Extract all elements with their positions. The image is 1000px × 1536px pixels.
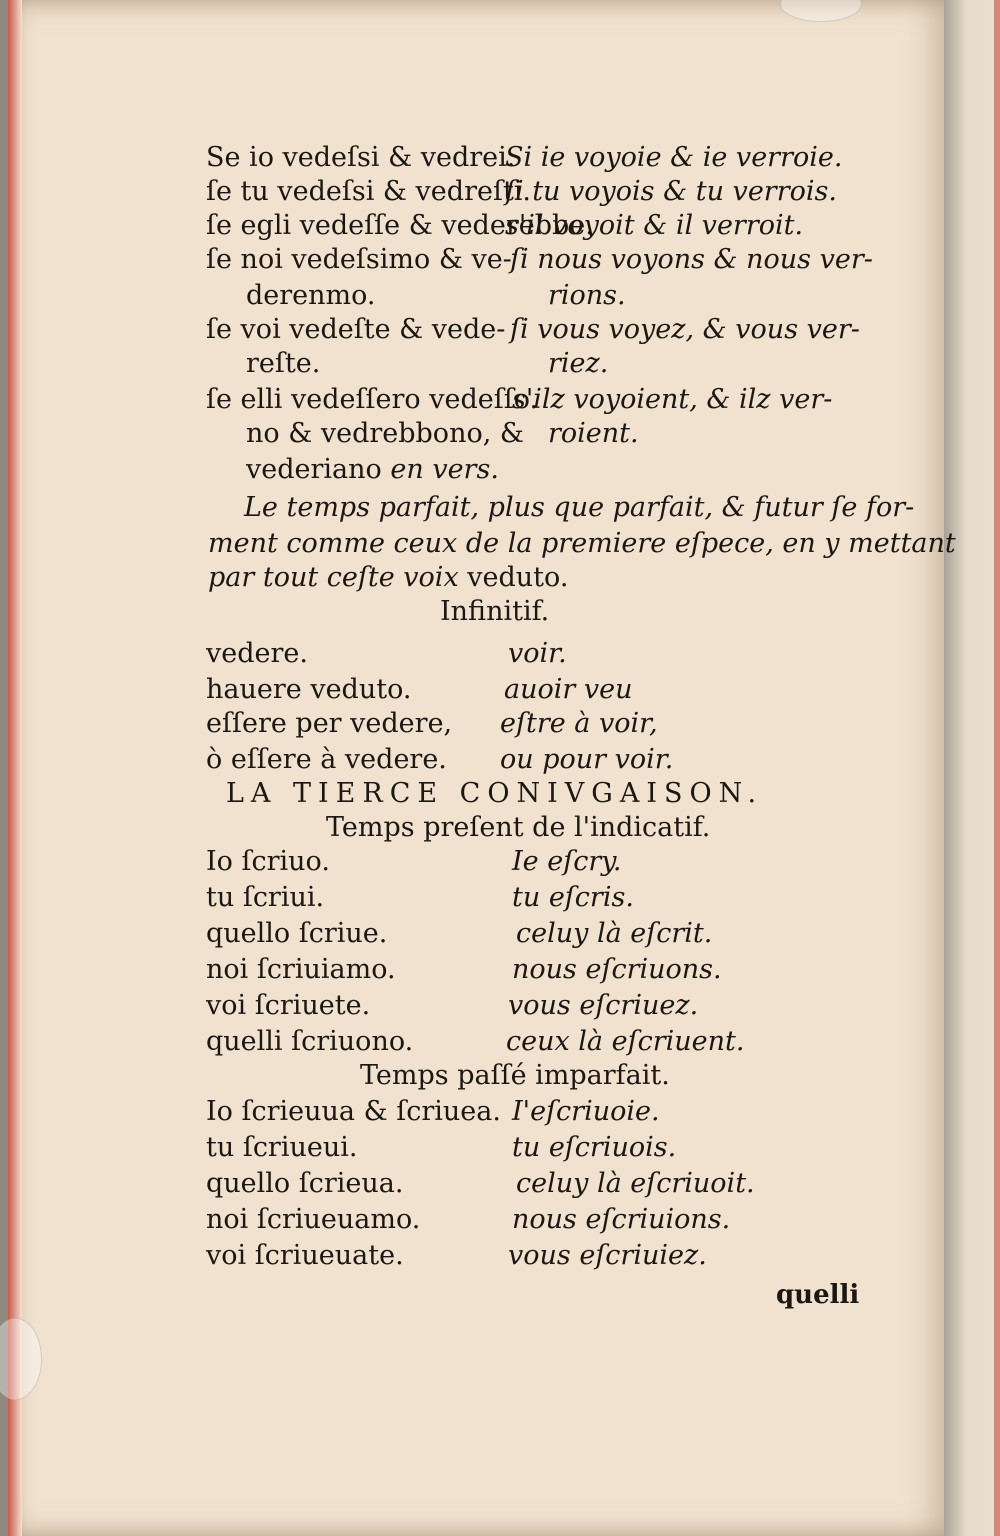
row-italian: ſe egli vedeſſe & vederebbe. xyxy=(206,210,594,241)
row-italian: ſe noi vedeſsimo & ve- xyxy=(206,244,512,275)
red-page-edge xyxy=(8,0,22,1536)
row-italian: derenmo. xyxy=(246,280,376,311)
row-french: riez. xyxy=(548,348,609,379)
row-french: s'il voyoit & il verroit. xyxy=(505,210,804,241)
row-italian: quello ſcriue. xyxy=(206,918,388,949)
row-french: Si ie voyoie & ie verroie. xyxy=(505,142,843,173)
row-italian: noi ſcriuiamo. xyxy=(206,954,396,985)
row-italian: no & vedrebbono, & xyxy=(246,418,524,449)
row-italian: quelli ſcriuono. xyxy=(206,1026,414,1057)
paragraph-line: Le temps parfait, plus que parfait, & futur ſe for- xyxy=(244,492,915,523)
row-italian: voi ſcriuete. xyxy=(206,990,371,1021)
row-french: vous eſcriuiez. xyxy=(508,1240,707,1271)
chapter-heading: LA TIERCE CONIVGAISON. xyxy=(226,778,764,809)
section-heading-present: Temps preſent de l'indicatif. xyxy=(326,812,711,843)
row-french: voir. xyxy=(508,638,567,669)
row-french: ſi nous voyons & nous ver- xyxy=(510,244,873,275)
row-french: rions. xyxy=(548,280,626,311)
row-italian: tu ſcriui. xyxy=(206,882,325,913)
row-italian: ſe elli vedeſſero vedeſſo. xyxy=(206,384,539,415)
paragraph-word: veduto. xyxy=(467,562,569,593)
row-italian xyxy=(246,456,499,483)
section-heading-infinitif: Infinitif. xyxy=(440,596,550,627)
row-french: tu eſcriuois. xyxy=(512,1132,677,1163)
row-italian: Io ſcrieuua & ſcriuea. xyxy=(206,1096,501,1127)
row-italian: noi ſcriueuamo. xyxy=(206,1204,421,1235)
row-french: Ie eſcry. xyxy=(512,846,622,877)
facing-page-text-fragment xyxy=(950,0,1000,1536)
row-italian-note: en vers. xyxy=(390,454,499,485)
row-french: nous eſcriuions. xyxy=(512,1204,731,1235)
row-french: ou pour voir. xyxy=(500,744,674,775)
row-italian: quello ſcrieua. xyxy=(206,1168,404,1199)
paragraph-line: ment comme ceux de la premiere eſpece, en y mettant xyxy=(208,528,956,559)
row-french: I'eſcriuoie. xyxy=(512,1096,660,1127)
row-french: vous eſcriuez. xyxy=(508,990,699,1021)
row-italian: vedere. xyxy=(206,638,308,669)
row-french: s'ilz voyoient, & ilz ver- xyxy=(512,384,833,415)
row-french: tu eſcris. xyxy=(512,882,634,913)
paragraph-text: par tout ceſte voix xyxy=(208,562,459,593)
row-french: ceux là eſcriuent. xyxy=(506,1026,745,1057)
row-italian-text: vederiano xyxy=(246,454,382,485)
row-french: celuy là eſcriuoit. xyxy=(516,1168,755,1199)
catchword: quelli xyxy=(776,1280,860,1310)
row-italian: ò eſſere à vedere. xyxy=(206,744,447,775)
row-french: roient. xyxy=(548,418,639,449)
row-french: nous eſcriuons. xyxy=(512,954,722,985)
row-italian: Se io vedeſsi & vedrei. xyxy=(206,142,516,173)
row-italian: ſe tu vedeſsi & vedreſti. xyxy=(206,176,532,207)
row-french: auoir veu xyxy=(504,674,633,705)
row-italian: ſe voi vedeſte & vede- xyxy=(206,314,506,345)
row-italian: Io ſcriuo. xyxy=(206,846,330,877)
paragraph-line xyxy=(208,564,568,591)
row-italian: reſte. xyxy=(246,348,321,379)
section-heading-imparfait: Temps paſſé imparfait. xyxy=(360,1060,670,1091)
row-italian: voi ſcriueuate. xyxy=(206,1240,404,1271)
row-french: celuy là eſcrit. xyxy=(516,918,713,949)
row-italian: eſſere per vedere, xyxy=(206,708,453,739)
row-italian: tu ſcriueui. xyxy=(206,1132,358,1163)
row-french: ſi tu voyois & tu verrois. xyxy=(505,176,837,207)
row-italian: hauere veduto. xyxy=(206,674,412,705)
row-french: eſtre à voir, xyxy=(500,708,658,739)
row-french: ſi vous voyez, & vous ver- xyxy=(510,314,860,345)
